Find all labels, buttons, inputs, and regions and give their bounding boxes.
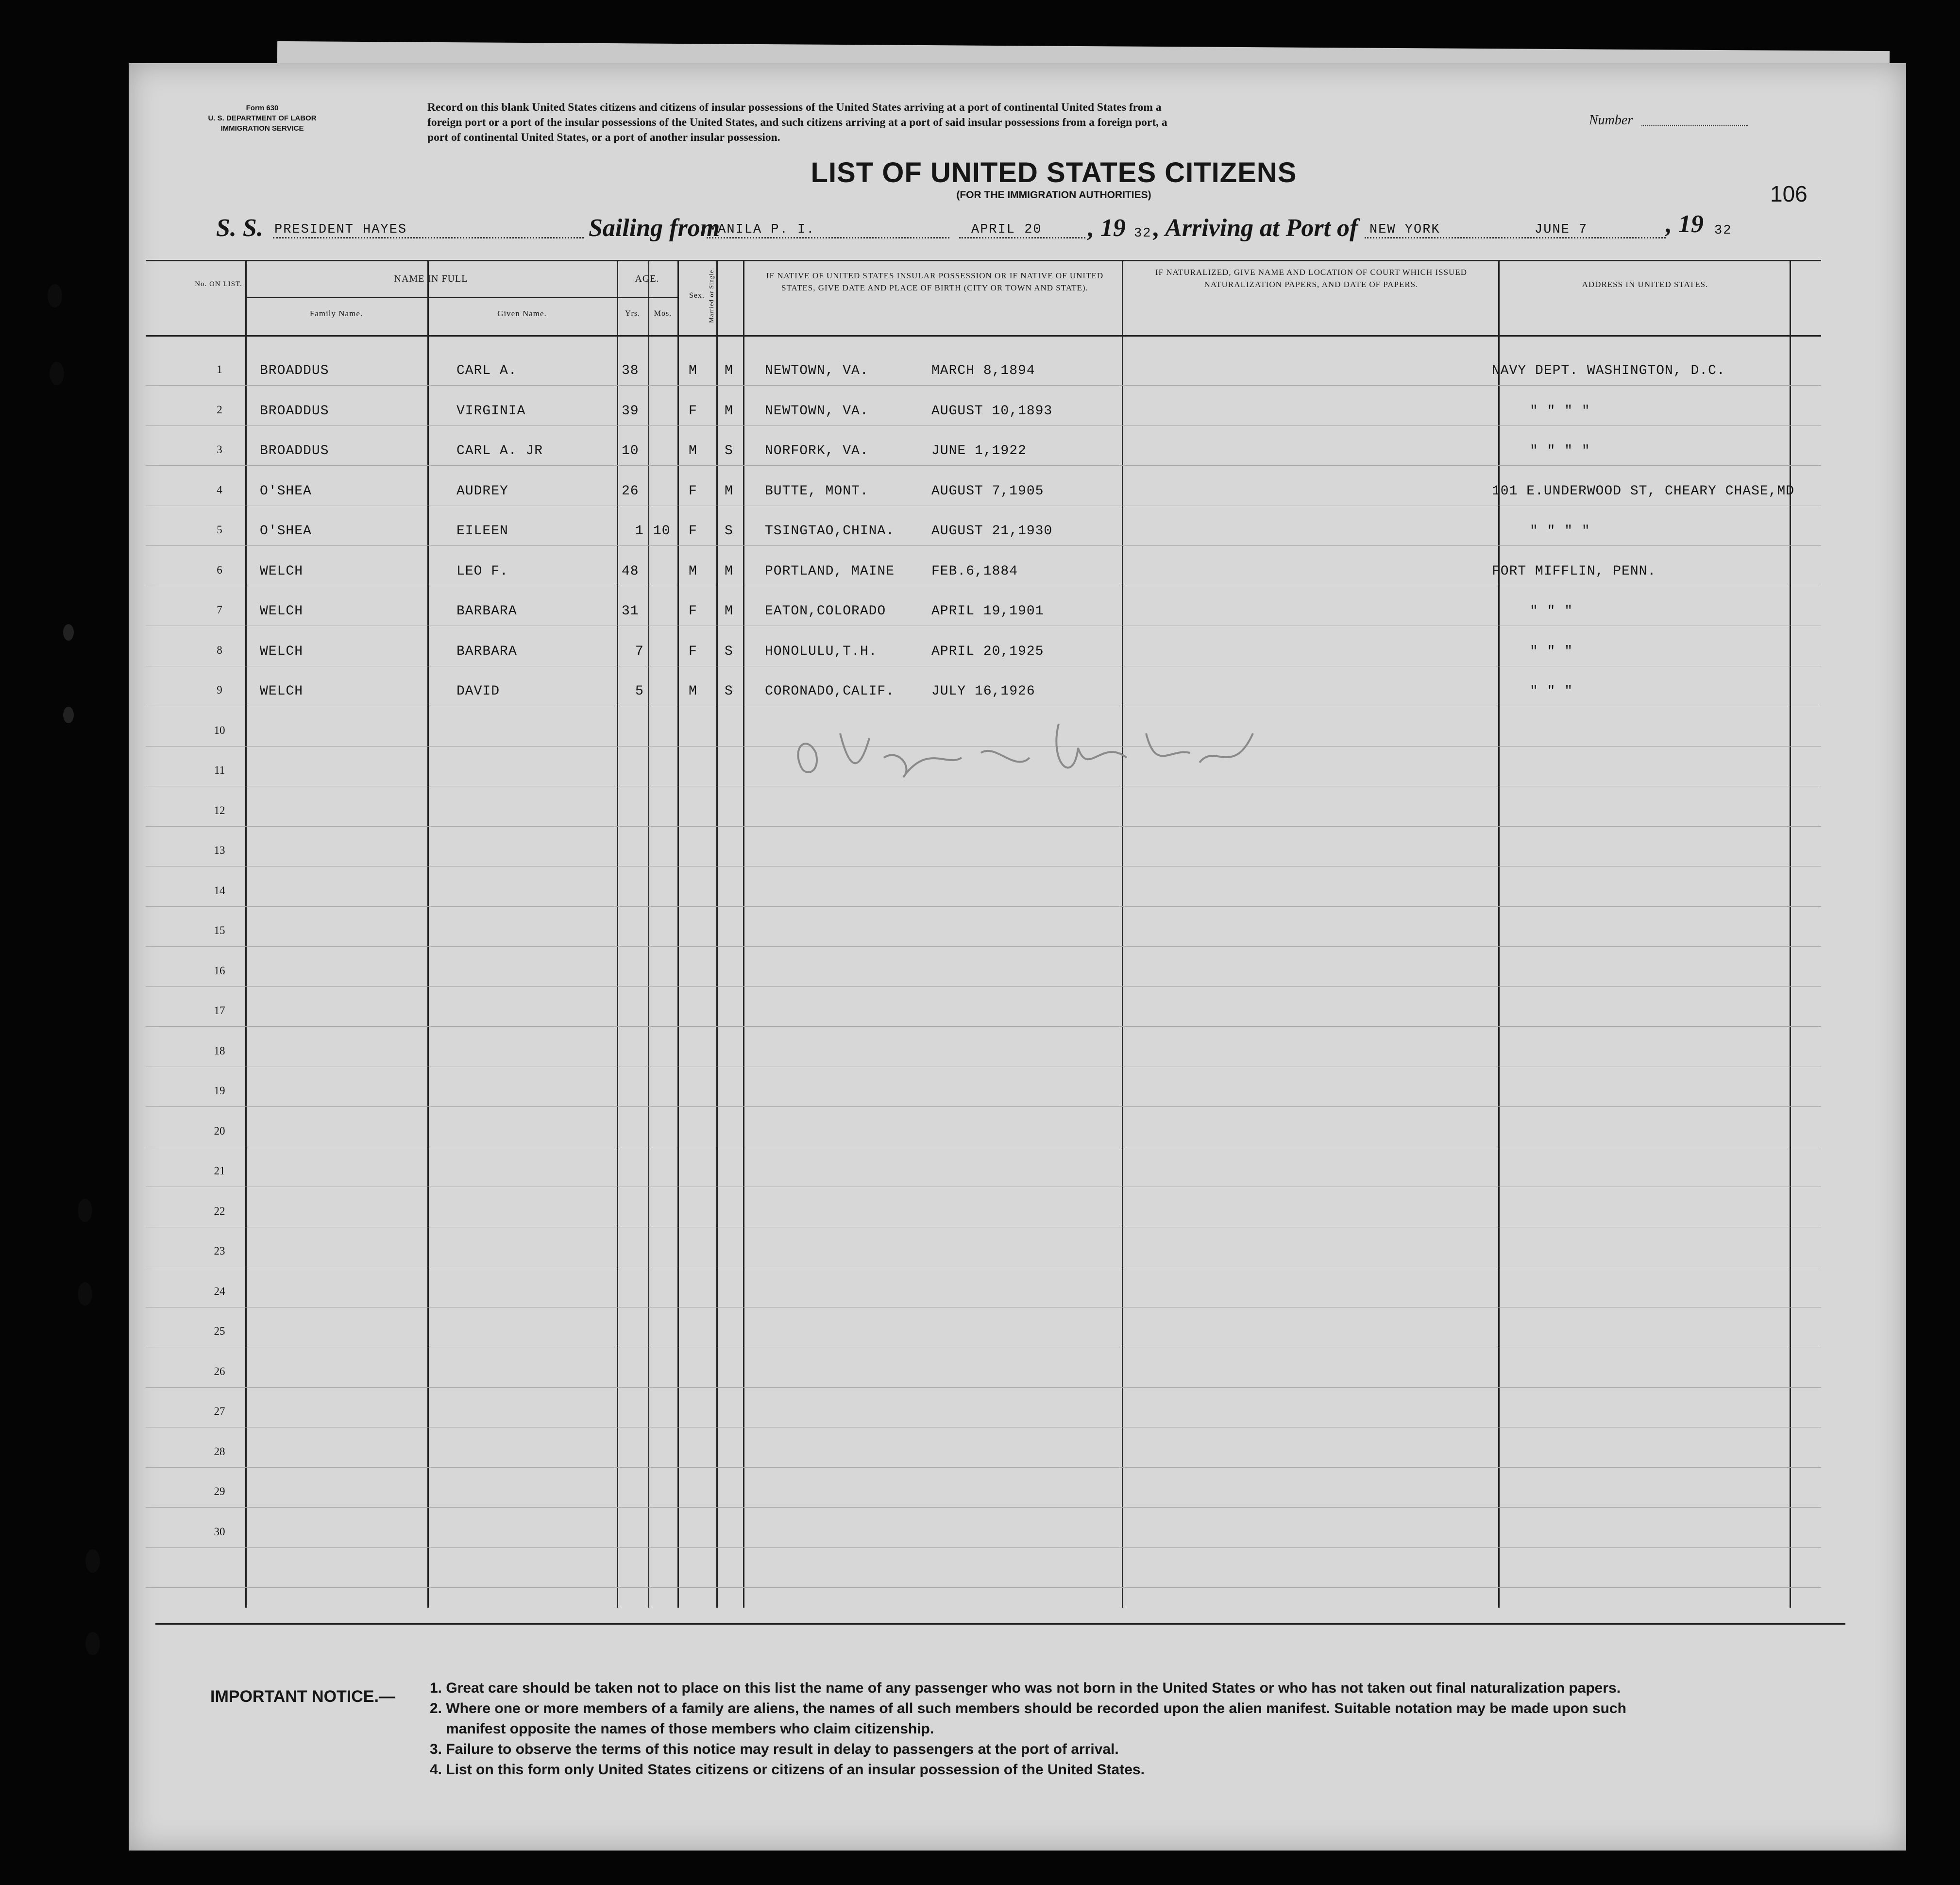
sail-year-prefix: , 19 [1088, 214, 1126, 242]
binder-hole [48, 284, 62, 307]
table-row-empty [0, 1445, 1960, 1485]
birth-date-cell: APRIL 20,1925 [931, 644, 1044, 659]
birth-place-cell: EATON,COLORADO [765, 604, 886, 619]
instruction-line: Record on this blank United States citizens and citizens of insular possessions of the United States arriving at a port of continental United States from a [427, 101, 1162, 114]
family-name-cell: BROADDUS [260, 443, 329, 459]
birth-date-cell: JUNE 1,1922 [931, 443, 1027, 459]
sex-cell: M [689, 363, 697, 378]
sail-date: APRIL 20 [971, 222, 1042, 237]
table-row-empty [0, 1165, 1960, 1205]
row-number: 18 [214, 1045, 225, 1057]
arrival-year: 32 [1714, 223, 1732, 238]
marital-status-cell: M [725, 484, 733, 499]
marital-status-cell: S [725, 684, 733, 699]
from-port: MANILA P. I. [709, 222, 815, 237]
table-row-empty [0, 1085, 1960, 1124]
row-number: 16 [214, 965, 225, 977]
birth-date-cell: AUGUST 21,1930 [931, 524, 1053, 539]
family-name-cell: O'SHEA [260, 484, 312, 499]
given-name-cell: LEO F. [456, 564, 508, 579]
table-row-empty [0, 1485, 1960, 1525]
table-row [0, 644, 1960, 684]
table-top-rule [146, 260, 1821, 261]
number-label: Number [1589, 113, 1633, 128]
marital-status-cell: M [725, 404, 733, 419]
pencil-annotation [787, 704, 1272, 811]
row-number: 14 [214, 884, 225, 897]
birth-date-cell: APRIL 19,1901 [931, 604, 1044, 619]
family-name-cell: WELCH [260, 564, 304, 579]
marital-status-cell: M [725, 564, 733, 579]
age-years-cell: 7 [635, 644, 644, 659]
address-cell: " " " " [1530, 524, 1590, 539]
address-cell: FORT MIFFLIN, PENN. [1492, 564, 1656, 579]
birth-date-cell: AUGUST 7,1905 [931, 484, 1044, 499]
table-row-empty [0, 1365, 1960, 1405]
table-row-empty [0, 965, 1960, 1004]
service-name: IMMIGRATION SERVICE [220, 124, 304, 133]
row-number: 25 [214, 1325, 225, 1337]
marital-status-cell: S [725, 644, 733, 659]
given-name-cell: BARBARA [456, 644, 517, 659]
arriving-label: , Arriving at Port of [1153, 214, 1358, 242]
family-name-cell: WELCH [260, 684, 304, 699]
table-row-empty [0, 1045, 1960, 1085]
age-years-cell: 48 [622, 564, 639, 579]
sail-year: 32 [1134, 226, 1152, 241]
row-number: 22 [214, 1205, 225, 1217]
address-cell: NAVY DEPT. WASHINGTON, D.C. [1492, 363, 1725, 378]
given-name-cell: CARL A. [456, 363, 517, 378]
address-cell: " " " [1530, 604, 1573, 619]
given-name-cell: BARBARA [456, 604, 517, 619]
row-number: 1 [217, 363, 222, 375]
family-name-cell: BROADDUS [260, 363, 329, 378]
notice-item-3: 3. Failure to observe the terms of this notice may result in delay to passengers at the port of arrival. [430, 1741, 1119, 1757]
header-bottom-rule [146, 335, 1821, 337]
given-name-cell: VIRGINIA [456, 404, 526, 419]
header-no-on-list: No. ON LIST. [195, 280, 242, 288]
header-age: AGE. [635, 273, 659, 284]
page-number: 106 [1770, 181, 1808, 206]
age-years-cell: 10 [622, 443, 639, 459]
birth-place-cell: HONOLULU,T.H. [765, 644, 878, 659]
notice-title: IMPORTANT NOTICE.— [210, 1687, 395, 1706]
row-number: 11 [214, 764, 225, 776]
row-number: 13 [214, 844, 225, 856]
sex-cell: M [689, 443, 697, 459]
form-identification [175, 103, 350, 134]
notice-item-1: 1. Great care should be taken not to place on this list the name of any passenger who was not born in the United States or who has not taken out final naturalization papers. [430, 1680, 1621, 1696]
sex-cell: F [689, 484, 697, 499]
arrival-port-line [1365, 237, 1666, 238]
family-name-cell: BROADDUS [260, 404, 329, 419]
sex-cell: M [689, 564, 697, 579]
sex-cell: F [689, 644, 697, 659]
row-number: 5 [217, 524, 222, 536]
birth-place-cell: PORTLAND, MAINE [765, 564, 895, 579]
arrival-date: JUNE 7 [1535, 222, 1588, 237]
row-number: 24 [214, 1285, 225, 1297]
binder-hole [85, 1632, 100, 1655]
marital-status-cell: S [725, 524, 733, 539]
table-row [0, 443, 1960, 483]
number-field [1641, 125, 1748, 126]
table-row-empty [0, 924, 1960, 964]
notice-item-2-cont: manifest opposite the names of those members who claim citizenship. [446, 1721, 934, 1737]
row-number: 2 [217, 404, 222, 416]
birth-place-cell: TSINGTAO,CHINA. [765, 524, 895, 539]
family-name-cell: O'SHEA [260, 524, 312, 539]
arrival-port: NEW YORK [1369, 222, 1440, 237]
row-number: 23 [214, 1245, 225, 1257]
row-number: 20 [214, 1125, 225, 1137]
row-number: 19 [214, 1085, 225, 1097]
row-number: 30 [214, 1526, 225, 1538]
table-row-empty [0, 1125, 1960, 1165]
given-name-cell: AUDREY [456, 484, 508, 499]
given-name-cell: DAVID [456, 684, 500, 699]
sex-cell: M [689, 684, 697, 699]
sex-cell: F [689, 524, 697, 539]
given-name-cell: EILEEN [456, 524, 508, 539]
document-subtitle: (FOR THE IMMIGRATION AUTHORITIES) [956, 189, 1151, 201]
table-row [0, 484, 1960, 524]
row-number: 29 [214, 1485, 225, 1497]
header-years: Yrs. [625, 309, 641, 318]
birth-date-cell: FEB.6,1884 [931, 564, 1018, 579]
row-number: 9 [217, 684, 222, 696]
address-cell: " " " [1530, 684, 1573, 699]
table-row-empty [0, 1245, 1960, 1285]
row-number: 12 [214, 804, 225, 816]
row-number: 17 [214, 1004, 225, 1017]
marital-status-cell: M [725, 604, 733, 619]
given-name-cell: CARL A. JR [456, 443, 543, 459]
address-cell: 101 E.UNDERWOOD ST, CHEARY CHASE,MD [1492, 484, 1795, 499]
marital-status-cell: S [725, 443, 733, 459]
row-number: 4 [217, 484, 222, 496]
notice-item-4: 4. List on this form only United States citizens or citizens of an insular possession of the United States. [430, 1762, 1145, 1778]
table-row [0, 404, 1960, 443]
header-given-name: Given Name. [497, 309, 547, 318]
row-number: 21 [214, 1165, 225, 1177]
from-port-line [707, 237, 949, 238]
birth-date-cell: MARCH 8,1894 [931, 363, 1035, 378]
row-number: 3 [217, 443, 222, 456]
age-months-cell: 10 [653, 524, 671, 539]
row-number: 15 [214, 924, 225, 936]
table-row-empty [0, 1004, 1960, 1044]
age-years-cell: 38 [622, 363, 639, 378]
header-sex: Sex. [689, 291, 705, 300]
notice-item-2: 2. Where one or more members of a family are aliens, the names of all such members should be recorded upon the alien manifest. Suitable notation may be made upon such [430, 1700, 1626, 1716]
table-row-empty [0, 884, 1960, 924]
department-name: U. S. DEPARTMENT OF LABOR [208, 114, 317, 122]
birth-date-cell: AUGUST 10,1893 [931, 404, 1053, 419]
row-number: 10 [214, 724, 225, 736]
row-number: 28 [214, 1445, 225, 1458]
row-number: 6 [217, 564, 222, 576]
sailing-from-label: Sailing from [589, 214, 720, 242]
header-naturalization: IF NATURALIZED, GIVE NAME AND LOCATION OF COURT WHICH ISSUED NATURALIZATION PAPERS, AND DATE OF PAPERS. [1155, 268, 1467, 289]
table-bottom-rule [155, 1623, 1845, 1625]
header-name-in-full: NAME IN FULL [394, 273, 468, 284]
age-years-cell: 31 [622, 604, 639, 619]
table-row [0, 363, 1960, 403]
table-row-empty [0, 1526, 1960, 1565]
family-name-cell: WELCH [260, 604, 304, 619]
birth-place-cell: BUTTE, MONT. [765, 484, 869, 499]
sail-date-line [959, 237, 1085, 238]
table-row [0, 524, 1960, 563]
row-number: 26 [214, 1365, 225, 1377]
age-years-cell: 5 [635, 684, 644, 699]
row-number: 8 [217, 644, 222, 656]
instruction-line: foreign port or a port of the insular possessions of the United States, and such citizens arriving at a port of said insular possessions from a foreign port, a [427, 116, 1167, 129]
header-birth-info: IF NATIVE OF UNITED STATES INSULAR POSSESSION OR IF NATIVE OF UNITED STATES, GIVE DATE AND PLACE OF BIRTH (CITY OR TOWN AND STATE). [766, 271, 1104, 292]
form-instructions [427, 100, 1515, 145]
address-cell: " " " " [1530, 404, 1590, 419]
arrival-year-prefix: , 19 [1666, 210, 1704, 238]
table-row-empty [0, 844, 1960, 884]
header-address: ADDRESS IN UNITED STATES. [1582, 280, 1708, 289]
row-number: 7 [217, 604, 222, 616]
age-years-cell: 39 [622, 404, 639, 419]
ss-label: S. S. [216, 214, 263, 242]
sex-cell: F [689, 404, 697, 419]
sex-cell: F [689, 604, 697, 619]
birth-place-cell: CORONADO,CALIF. [765, 684, 895, 699]
address-cell: " " " [1530, 644, 1573, 659]
table-row [0, 564, 1960, 604]
document-title: LIST OF UNITED STATES CITIZENS [811, 157, 1297, 188]
marital-status-cell: M [725, 363, 733, 378]
pencil-stroke [798, 724, 1253, 777]
table-row [0, 604, 1960, 644]
table-row-empty [0, 1205, 1960, 1245]
birth-place-cell: NEWTOWN, VA. [765, 363, 869, 378]
header-months: Mos. [654, 309, 672, 318]
age-years-cell: 1 [635, 524, 644, 539]
birth-place-cell: NEWTOWN, VA. [765, 404, 869, 419]
row-number: 27 [214, 1405, 225, 1417]
birth-date-cell: JULY 16,1926 [931, 684, 1035, 699]
ship-field-line [273, 237, 584, 238]
header-family-name: Family Name. [309, 309, 363, 318]
table-row-empty [0, 1325, 1960, 1365]
address-cell: " " " " [1530, 443, 1590, 459]
header-married-single: Married or Single. [708, 268, 715, 323]
subheader-rule [245, 297, 677, 298]
ruled-line [146, 1587, 1821, 1588]
birth-place-cell: NORFORK, VA. [765, 443, 869, 459]
family-name-cell: WELCH [260, 644, 304, 659]
table-row-empty [0, 1405, 1960, 1445]
instruction-line: port of continental United States, or a port of another insular possession. [427, 131, 780, 144]
table-row-empty [0, 1285, 1960, 1325]
age-years-cell: 26 [622, 484, 639, 499]
ship-name: PRESIDENT HAYES [274, 222, 407, 237]
form-number: Form 630 [246, 104, 279, 112]
